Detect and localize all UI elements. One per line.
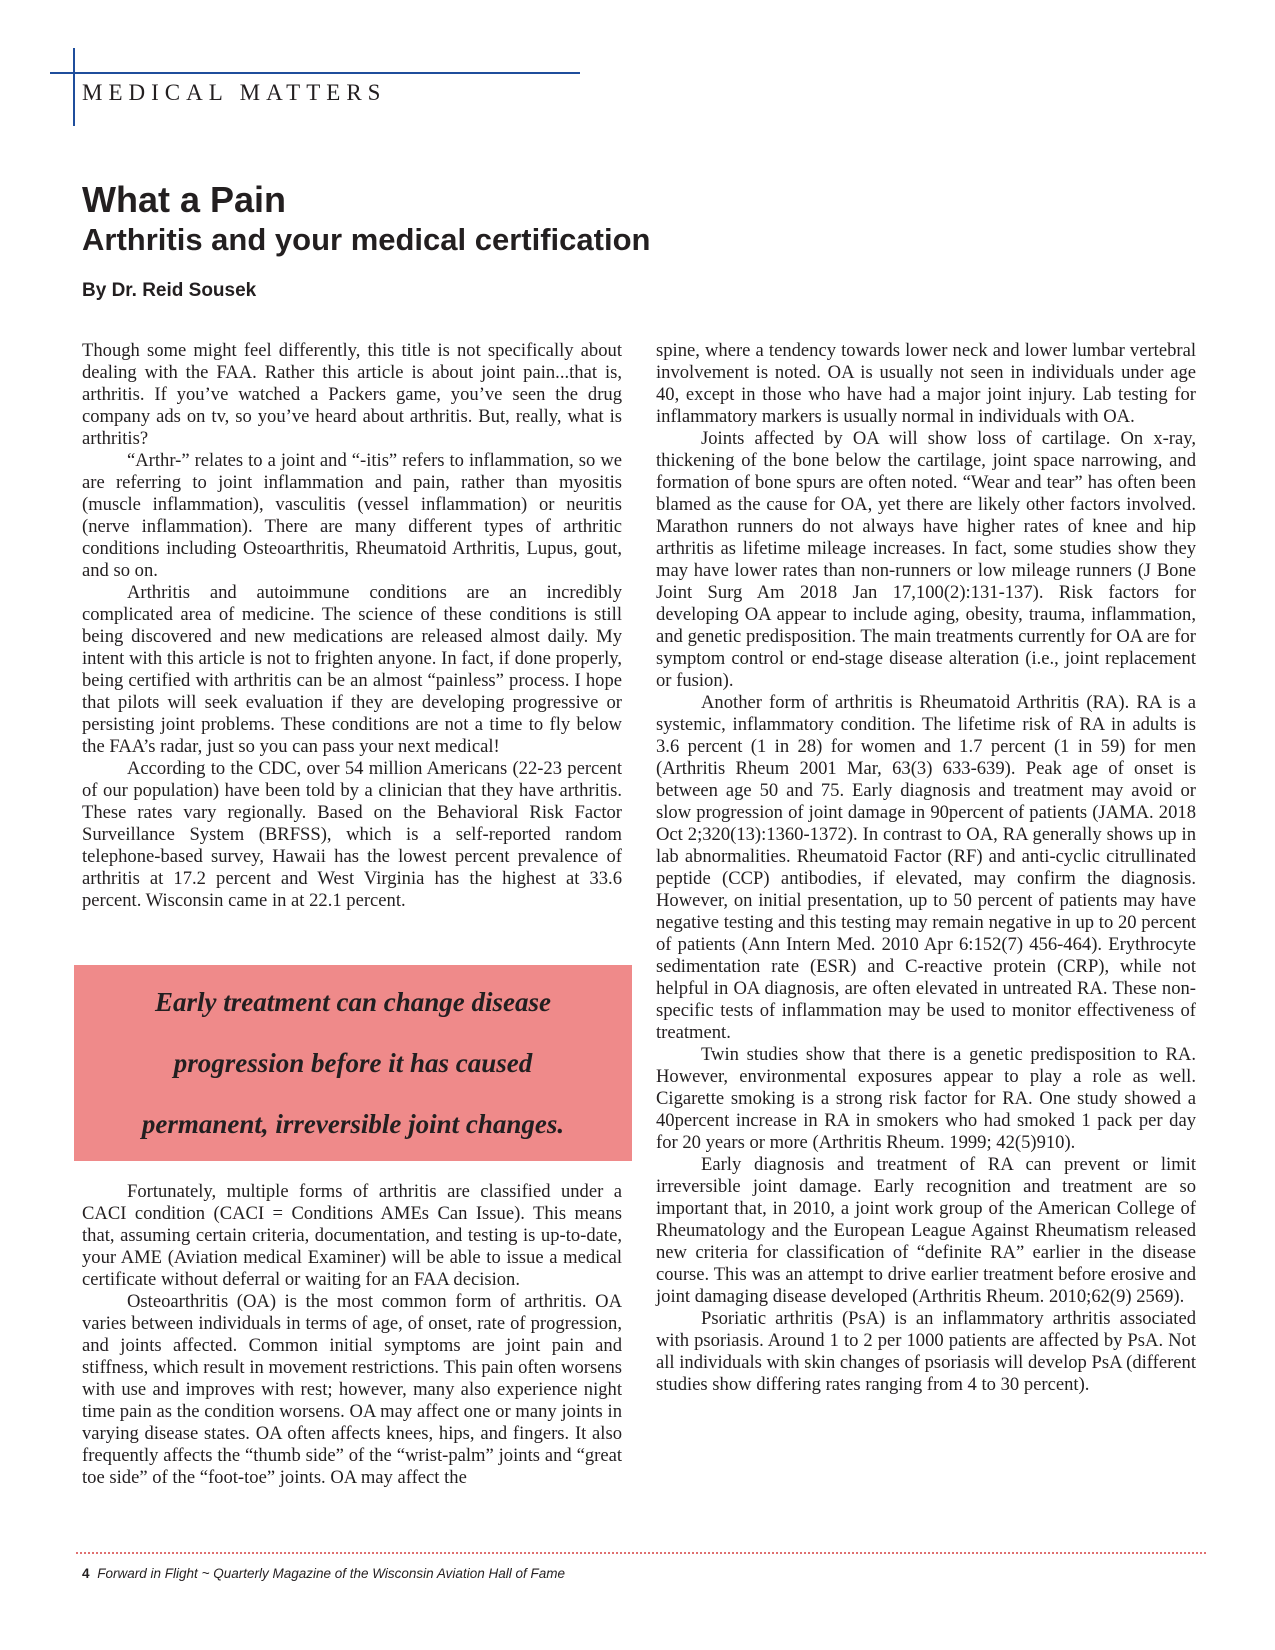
pull-quote-line: progression before it has caused — [173, 1047, 533, 1078]
paragraph: According to the CDC, over 54 million Americans (22-23 percent of our population) have been told by a clinician that they have arthritis. These rates vary regionally. Based on the Behavioral Risk Factor Surveillance System (BRFSS), which is a self-reported random telephone-based survey, Hawaii has the lowest percent prevalence of arthritis at 17.2 percent and West Virginia has the highest at 33.6 percent. Wisconsin came in at 22.1 percent. — [82, 758, 622, 911]
page-footer — [82, 1566, 565, 1581]
article-subtitle: Arthritis and your medical certification — [82, 222, 651, 257]
pull-quote-line: permanent, irreversible joint changes. — [141, 1108, 565, 1139]
column-2 — [656, 340, 1196, 1396]
article-title: What a Pain — [82, 179, 287, 220]
paragraph: spine, where a tendency towards lower neck and lower lumbar vertebral involvement is noted. OA is usually not seen in individuals under age 40, except in those who have had a major joint injury. Lab testing for inflammatory markers is usually normal in individuals with OA. — [656, 340, 1196, 427]
paragraph: Fortunately, multiple forms of arthritis are classified under a CACI condition (CACI = Conditions AMEs Can Issue). This means that, assuming certain criteria, documentation, and testing is up-to-date, your AME (Aviation medical Examiner) will be able to issue a medical certificate without deferral or waiting for an FAA decision. — [82, 1181, 622, 1290]
paragraph: Early diagnosis and treatment of RA can prevent or limit irreversible joint damage. Early recognition and treatment are so important that, in 2010, a joint work group of the American College of Rheumatology and the European League Against Rheumatism released new criteria for classification of “definite RA” earlier in the disease course. This was an attempt to drive earlier treatment before erosive and joint damaging disease developed (Arthritis Rheum. 2010;62(9) 2569). — [656, 1154, 1196, 1307]
article-byline: By Dr. Reid Sousek — [82, 280, 257, 301]
paragraph: Arthritis and autoimmune conditions are an incredibly complicated area of medicine. The science of these conditions is still being discovered and new medications are released almost daily. My intent with this article is not to frighten anyone. In fact, if done properly, being certified with arthritis can be an almost “painless” process. I hope that pilots will seek evaluation if they are developing progressive or persisting joint problems. These conditions are not a time to fly below the FAA’s radar, just so you can pass your next medical! — [82, 582, 622, 757]
magazine-name: Forward in Flight ~ Quarterly Magazine of the Wisconsin Aviation Hall of Fame — [97, 1566, 565, 1581]
header-rule-vertical — [73, 48, 75, 126]
pull-quote-line: Early treatment can change disease — [155, 986, 551, 1017]
column-1-bottom — [82, 1181, 622, 1489]
paragraph: Osteoarthritis (OA) is the most common form of arthritis. OA varies between individuals in terms of age, of onset, rate of progression, and joints affected. Common initial symptoms are joint pain and stiffness, which result in movement restrictions. This pain often worsens with use and improves with rest; however, many also experience night time pain as the condition worsens. OA may affect one or many joints in varying disease states. OA often affects knees, hips, and fingers. It also frequently affects the “thumb side” of the “wrist-palm” joints and “great toe side” of the “foot-toe” joints. OA may affect the — [82, 1291, 622, 1488]
section-label: MEDICAL MATTERS — [82, 80, 387, 105]
header-rule-horizontal — [50, 72, 580, 74]
paragraph: Joints affected by OA will show loss of cartilage. On x-ray, thickening of the bone below the cartilage, joint space narrowing, and formation of bone spurs are often noted. “Wear and tear” has often been blamed as the cause for OA, yet there are likely other factors involved. Marathon runners do not always have higher rates of knee and hip arthritis as lifetime mileage increases. In fact, some studies show they may have lower rates than non-runners or low mileage runners (J Bone Joint Surg Am 2018 Jan 17,100(2):131-137). Risk factors for developing OA appear to include aging, obesity, trauma, inflammation, and genetic predisposition. The main treatments currently for OA are for symptom control or end-stage disease alteration (i.e., joint replacement or fusion). — [656, 428, 1196, 691]
column-1-top — [82, 340, 622, 912]
paragraph: Though some might feel differently, this title is not specifically about dealing with the FAA. Rather this article is about joint pain...that is, arthritis. If you’ve watched a Packers game, you’ve seen the drug company ads on tv, so you’ve heard about arthritis. But, really, what is arthritis? — [82, 340, 622, 449]
footer-divider — [76, 1552, 1206, 1554]
paragraph: Twin studies show that there is a genetic predisposition to RA. However, environmental exposures appear to play a role as well. Cigarette smoking is a strong risk factor for RA. One study showed a 40percent increase in RA in smokers who had smoked 1 pack per day for 20 years or more (Arthritis Rheum. 1999; 42(5)910). — [656, 1044, 1196, 1153]
paragraph: Psoriatic arthritis (PsA) is an inflammatory arthritis associated with psoriasis. Around 1 to 2 per 1000 patients are affected by PsA. Not all individuals with skin changes of psoriasis will develop PsA (different studies show differing rates ranging from 4 to 30 percent). — [656, 1308, 1196, 1395]
page-number: 4 — [82, 1566, 90, 1581]
paragraph: Another form of arthritis is Rheumatoid Arthritis (RA). RA is a systemic, inflammatory condition. The lifetime risk of RA in adults is 3.6 percent (1 in 28) for women and 1.7 percent (1 in 59) for men (Arthritis Rheum 2001 Mar, 63(3) 633-639). Peak age of onset is between age 50 and 75. Early diagnosis and treatment may avoid or slow progression of joint damage in 90percent of patients (JAMA. 2018 Oct 2;320(13):1360-1372). In contrast to OA, RA generally shows up in lab abnormalities. Rheumatoid Factor (RF) and anti-cyclic citrullinated peptide (CCP) antibodies, if elevated, may confirm the diagnosis. However, on initial presentation, up to 50 percent of patients may have negative testing and this testing may remain negative in up to 20 percent of patients (Ann Intern Med. 2010 Apr 6:152(7) 456-464). Erythrocyte sedimentation rate (ESR) and C-reactive protein (CRP), while not helpful in OA diagnosis, are often elevated in untreated RA. These non-specific tests of inflammation may be used to monitor effectiveness of treatment. — [656, 692, 1196, 1043]
paragraph: “Arthr-” relates to a joint and “-itis” refers to inflammation, so we are referring to joint inflammation and pain, rather than myositis (muscle inflammation), vasculitis (vessel inflammation) or neuritis (nerve inflammation). There are many different types of arthritic conditions including Osteoarthritis, Rheumatoid Arthritis, Lupus, gout, and so on. — [82, 450, 622, 581]
pull-quote-callout — [74, 965, 632, 1161]
